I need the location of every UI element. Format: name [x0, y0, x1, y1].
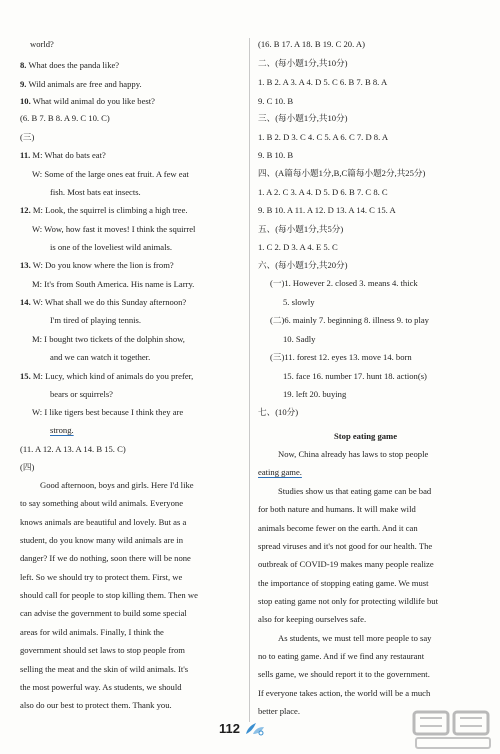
left-text-line: (三) — [20, 132, 35, 142]
right-text-line: Now, China already has laws to stop people — [278, 449, 429, 459]
right-text-line: better place. — [258, 706, 300, 716]
left-text-line: is one of the loveliest wild animals. — [50, 242, 172, 252]
right-text-line: (三)11. forest 12. eyes 13. move 14. born — [270, 352, 412, 362]
left-text-line: government should set laws to stop people from — [20, 645, 185, 655]
left-text-line: bears or squirrels? — [50, 389, 113, 399]
right-text-line: If everyone takes action, the world will be a much — [258, 688, 431, 698]
right-section-heading: 四、(A篇每小题1分,B,C篇每小题2分,共25分) — [258, 168, 426, 178]
left-text-line: Good afternoon, boys and girls. Here I'd like — [40, 480, 194, 490]
right-text-line: 5. slowly — [283, 297, 315, 307]
right-text-line: eating game. — [258, 467, 302, 477]
left-text-line: danger? If we do nothing, soon there will be none — [20, 553, 191, 563]
left-text-line: M: I bought two tickets of the dolphin show, — [32, 334, 185, 344]
left-text-line: 14. W: What shall we do this Sunday afternoon? — [20, 297, 187, 307]
right-text-line: spread viruses and it's not good for our health. The — [258, 541, 433, 551]
right-text-line: 15. face 16. number 17. hunt 18. action(s) — [283, 371, 427, 381]
left-text-line: should call for people to stop killing them. Then we — [20, 590, 198, 600]
right-text-line: Studies show us that eating game can be bad — [278, 486, 432, 496]
left-text-line: selling the meat and the skin of wild animals. It's — [20, 664, 189, 674]
right-text-line: 1. C 2. D 3. A 4. E 5. C — [258, 242, 338, 252]
right-text-line: (一)1. However 2. closed 3. means 4. thick — [270, 278, 418, 288]
page-number: 112 — [219, 721, 240, 736]
right-text-line: 10. Sadly — [283, 334, 316, 344]
right-text-line: 9. B 10. A 11. A 12. D 13. A 14. C 15. A — [258, 205, 396, 215]
right-text-line: (二)6. mainly 7. beginning 8. illness 9. to play — [270, 315, 429, 325]
left-text-line: left. So we should try to protect them. First, we — [20, 572, 183, 582]
watermark-icon — [410, 708, 496, 752]
logo-leaf-icon — [244, 722, 266, 736]
left-text-line: (四) — [20, 462, 35, 472]
right-text-line: 19. left 20. buying — [283, 389, 347, 399]
left-text-line: 12. M: Look, the squirrel is climbing a high tree. — [20, 205, 188, 215]
right-text-line: (16. B 17. A 18. B 19. C 20. A) — [258, 39, 365, 49]
right-text-line: 9. B 10. B — [258, 150, 294, 160]
right-text-line: no to eating game. And if we find any restaurant — [258, 651, 425, 661]
left-text-line: the most powerful way. As students, we should — [20, 682, 182, 692]
left-text-line: and we can watch it together. — [50, 352, 151, 362]
left-text-line: W: I like tigers best because I think they are — [32, 407, 184, 417]
right-text-line: stop eating game not only for protecting wildlife but — [258, 596, 438, 606]
left-text-line: 9. Wild animals are free and happy. — [20, 79, 142, 89]
left-text-line: M: It's from South America. His name is Larry. — [32, 279, 195, 289]
right-text-line: also for keeping ourselves safe. — [258, 614, 367, 624]
left-text-line: world? — [30, 39, 54, 49]
left-text-line: knows animals are beautiful and lovely. But as a — [20, 517, 187, 527]
left-text-line: strong. — [50, 425, 74, 435]
left-text-line: to say something about wild animals. Everyone — [20, 498, 184, 508]
right-text-line: animals become fewer on the earth. And it can — [258, 523, 418, 533]
right-text-line: As students, we must tell more people to say — [278, 633, 432, 643]
left-text-line: I'm tired of playing tennis. — [50, 315, 142, 325]
right-section-heading: 六、(每小题1分,共20分) — [258, 260, 348, 270]
left-text-line: can advise the government to build some special — [20, 608, 187, 618]
right-essay-title: Stop eating game — [334, 431, 398, 441]
right-text-line: sells game, we should report it to the government. — [258, 669, 430, 679]
column-divider — [249, 38, 250, 722]
right-section-heading: 二、(每小题1分,共10分) — [258, 58, 348, 68]
left-text-line: (6. B 7. B 8. A 9. C 10. C) — [20, 113, 110, 123]
right-text-line: 1. B 2. D 3. C 4. C 5. A 6. C 7. D 8. A — [258, 132, 389, 142]
right-section-heading: 七、(10分) — [258, 407, 299, 417]
left-text-line: 13. W: Do you know where the lion is from? — [20, 260, 174, 270]
right-text-line: 1. B 2. A 3. A 4. D 5. C 6. B 7. B 8. A — [258, 77, 388, 87]
right-section-heading: 五、(每小题1分,共5分) — [258, 224, 344, 234]
left-text-line: W: Wow, how fast it moves! I think the squirrel — [32, 224, 196, 234]
left-text-line: 8. What does the panda like? — [20, 60, 120, 70]
left-text-line: areas for wild animals. Finally, I think the — [20, 627, 164, 637]
right-text-line: outbreak of COVID-19 makes many people realize — [258, 559, 434, 569]
left-text-line: W: Some of the large ones eat fruit. A few eat — [32, 169, 189, 179]
left-text-line: 10. What wild animal do you like best? — [20, 96, 155, 106]
left-text-line: student, do you know many wild animals are in — [20, 535, 184, 545]
right-section-heading: 三、(每小题1分,共10分) — [258, 113, 348, 123]
right-text-line: the importance of stopping eating game. We must — [258, 578, 429, 588]
right-text-line: 1. A 2. C 3. A 4. D 5. D 6. B 7. C 8. C — [258, 187, 388, 197]
right-text-line: for both nature and humans. It will make wild — [258, 504, 416, 514]
right-text-line: 9. C 10. B — [258, 96, 294, 106]
left-text-line: 11. M: What do bats eat? — [20, 150, 106, 160]
left-text-line: fish. Most bats eat insects. — [50, 187, 141, 197]
left-text-line: (11. A 12. A 13. A 14. B 15. C) — [20, 444, 126, 454]
left-text-line: also do our best to protect them. Thank you. — [20, 700, 172, 710]
left-text-line: 15. M: Lucy, which kind of animals do you prefer, — [20, 371, 194, 381]
